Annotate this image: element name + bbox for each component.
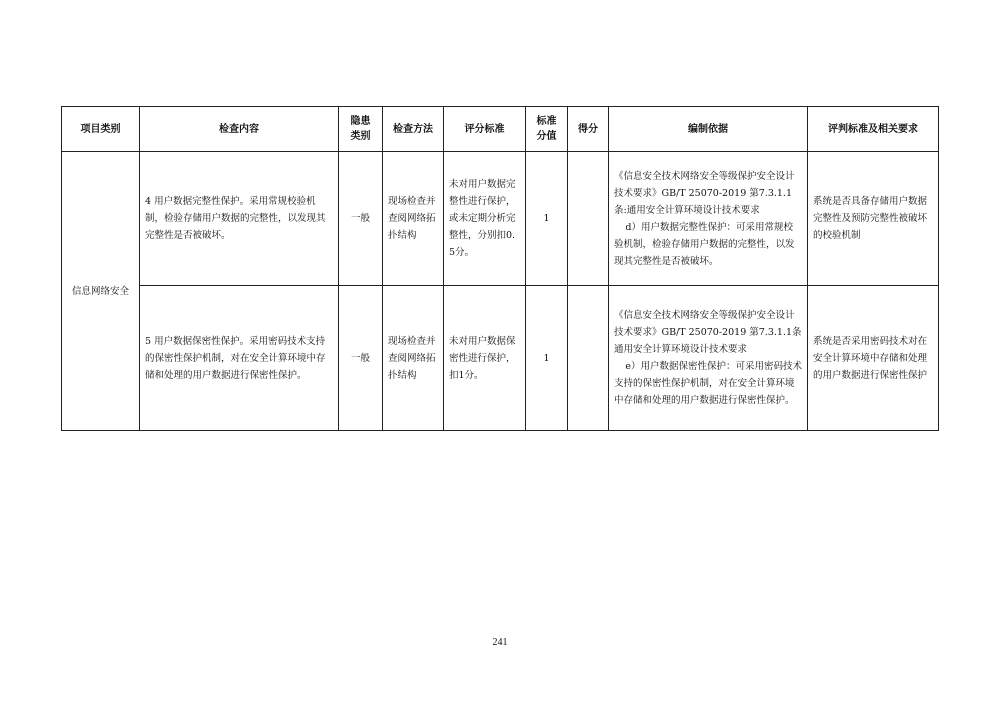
header-scoring: 评分标准	[444, 107, 526, 152]
basis-reference: 《信息安全技术网络安全等级保护安全设计技术要求》GB/T 25070-2019 第7.3.1.1条通用安全计算环境设计技术要求	[614, 310, 802, 355]
content-cell: 5 用户数据保密性保护。采用密码技术支持的保密性保护机制，对在安全计算环境中存储和处理的用户数据进行保密性保护。	[140, 286, 339, 431]
method-cell: 现场检查并查阅网络拓扑结构	[383, 286, 444, 431]
header-standard-points: 标准 分值	[526, 107, 568, 152]
table-row	[62, 152, 939, 286]
score-cell	[568, 286, 609, 431]
method-cell: 现场检查并查阅网络拓扑结构	[383, 152, 444, 286]
criteria-cell: 系统是否采用密码技术对在安全计算环境中存储和处理的用户数据进行保密性保护	[808, 286, 939, 431]
criteria-cell: 系统是否具备存储用户数据完整性及预防完整性被破坏的校验机制	[808, 152, 939, 286]
basis-clause: d）用户数据完整性保护：可采用常规校验机制，检验存储用户数据的完整性，以发现其完整性是否被破坏。	[614, 221, 795, 267]
basis-cell	[609, 286, 808, 431]
header-category: 项目类别	[62, 107, 140, 152]
scoring-cell: 未对用户数据保密性进行保护，扣1分。	[444, 286, 526, 431]
scoring-cell: 未对用户数据完整性进行保护，或未定期分析完整性，分别扣0.5分。	[444, 152, 526, 286]
table-row	[62, 286, 939, 431]
basis-reference: 《信息安全技术网络安全等级保护安全设计技术要求》GB/T 25070-2019 第7.3.1.1条:通用安全计算环境设计技术要求	[614, 170, 795, 216]
content-cell: 4 用户数据完整性保护。采用常规校验机制，检验存储用户数据的完整性，以发现其完整性是否被破坏。	[140, 152, 339, 286]
header-method: 检查方法	[383, 107, 444, 152]
header-score: 得分	[568, 107, 609, 152]
basis-clause: e）用户数据保密性保护：可采用密码技术支持的保密性保护机制，对在安全计算环境中存储和处理的用户数据进行保密性保护。	[614, 361, 803, 406]
table-header-row	[62, 107, 939, 152]
points-cell: 1	[526, 152, 568, 286]
category-cell: 信息网络安全	[62, 152, 140, 431]
page-number: 241	[492, 637, 508, 648]
points-cell: 1	[526, 286, 568, 431]
header-basis: 编制依据	[609, 107, 808, 152]
header-content: 检查内容	[140, 107, 339, 152]
header-hazard-type: 隐患 类别	[339, 107, 383, 152]
basis-cell	[609, 152, 808, 286]
score-cell	[568, 152, 609, 286]
hazard-cell: 一般	[339, 286, 383, 431]
inspection-table	[61, 106, 939, 431]
header-criteria: 评判标准及相关要求	[808, 107, 939, 152]
hazard-cell: 一般	[339, 152, 383, 286]
